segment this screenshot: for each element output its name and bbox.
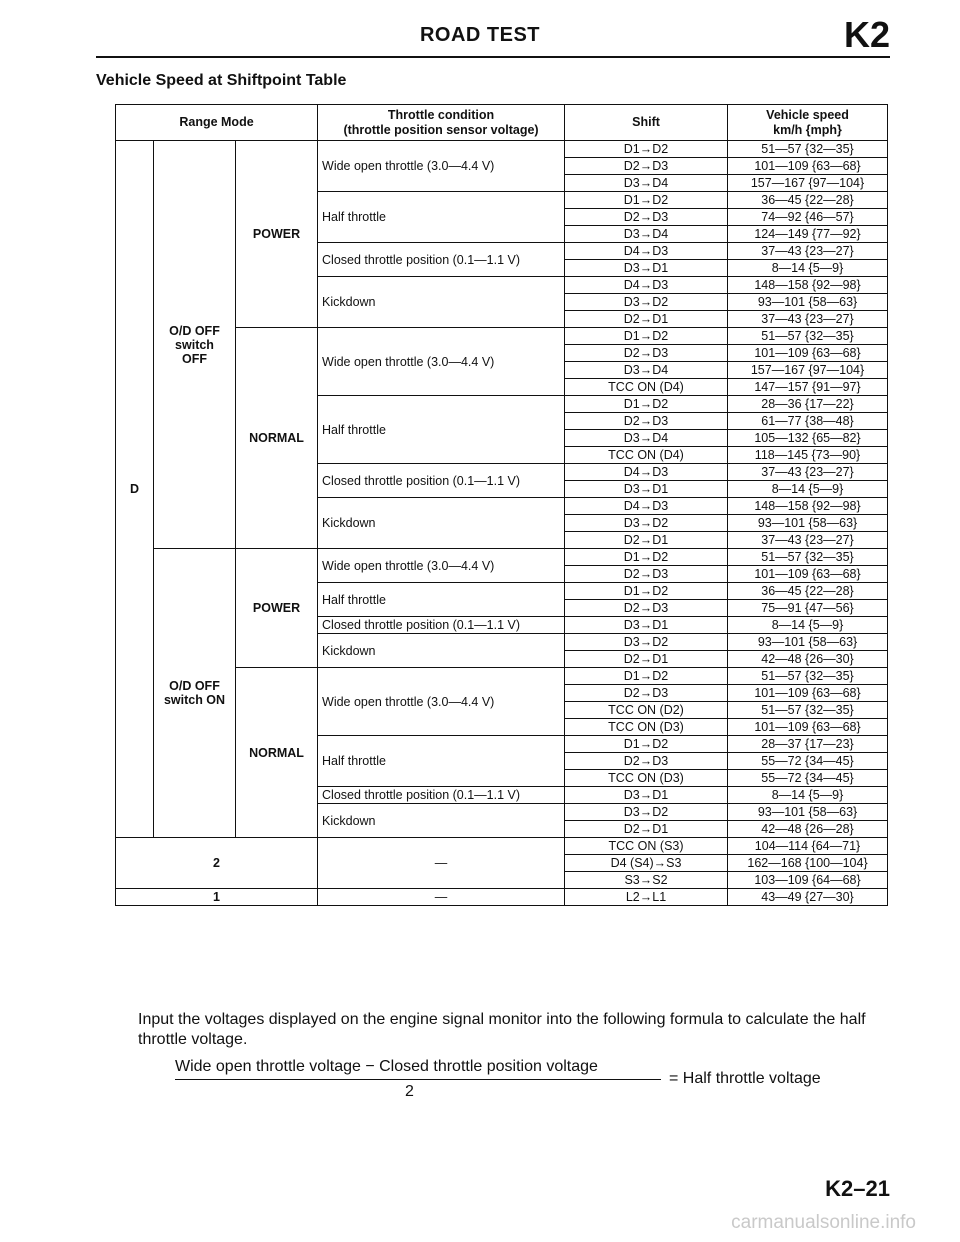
shift-cell: D1→D2 xyxy=(565,328,728,345)
speed-cell: 51—57 {32—35} xyxy=(728,141,888,158)
shift-cell: D4→D3 xyxy=(565,243,728,260)
formula-denominator: 2 xyxy=(405,1083,414,1100)
speed-cell: 51—57 {32—35} xyxy=(728,328,888,345)
speed-cell: 42—48 {26—30} xyxy=(728,651,888,668)
range-2-cell: 2 xyxy=(116,838,318,889)
section-code: K2 xyxy=(843,14,890,55)
condition-kickdown: Kickdown xyxy=(318,498,565,549)
speed-cell: 148—158 {92—98} xyxy=(728,277,888,294)
page-number: K2–21 xyxy=(825,1176,890,1201)
table-row xyxy=(116,549,888,566)
shift-cell: D2→D1 xyxy=(565,532,728,549)
condition-wide-open-throttle: Wide open throttle (3.0—4.4 V) xyxy=(318,668,565,736)
shift-cell: D4 (S4)→S3 xyxy=(565,855,728,872)
od-off-line3: OFF xyxy=(182,351,207,366)
od-off-switch-off-cell xyxy=(154,141,236,549)
speed-cell: 101—109 {63—68} xyxy=(728,158,888,175)
condition-kickdown: Kickdown xyxy=(318,804,565,838)
shift-cell: D2→D3 xyxy=(565,413,728,430)
speed-cell: 51—57 {32—35} xyxy=(728,668,888,685)
speed-cell: 118—145 {73—90} xyxy=(728,447,888,464)
shift-cell: TCC ON (S3) xyxy=(565,838,728,855)
condition-closed-throttle: Closed throttle position (0.1—1.1 V) xyxy=(318,243,565,277)
speed-cell: 55—72 {34—45} xyxy=(728,770,888,787)
shift-cell: D1→D2 xyxy=(565,141,728,158)
shift-cell: D1→D2 xyxy=(565,736,728,753)
shift-cell: D2→D1 xyxy=(565,311,728,328)
speed-cell: 93—101 {58—63} xyxy=(728,515,888,532)
shift-cell: D3→D2 xyxy=(565,634,728,651)
speed-cell: 8—14 {5—9} xyxy=(728,787,888,804)
condition-kickdown: Kickdown xyxy=(318,277,565,328)
speed-cell: 55—72 {34—45} xyxy=(728,753,888,770)
speed-cell: 61—77 {38—48} xyxy=(728,413,888,430)
shift-cell: D3→D2 xyxy=(565,804,728,821)
speed-cell: 105—132 {65—82} xyxy=(728,430,888,447)
speed-cell: 37—43 {23—27} xyxy=(728,532,888,549)
od-off-switch-on-cell xyxy=(154,549,236,838)
condition-closed-throttle: Closed throttle position (0.1—1.1 V) xyxy=(318,464,565,498)
speed-cell: 37—43 {23—27} xyxy=(728,464,888,481)
shift-cell: D3→D1 xyxy=(565,481,728,498)
header-throttle-line1: Throttle condition xyxy=(387,107,495,122)
condition-closed-throttle: Closed throttle position (0.1—1.1 V) xyxy=(318,617,565,634)
header-rule xyxy=(96,56,890,58)
speed-cell: 74—92 {46—57} xyxy=(728,209,888,226)
shift-cell: D2→D3 xyxy=(565,209,728,226)
shift-cell: D4→D3 xyxy=(565,464,728,481)
shift-cell: S3→S2 xyxy=(565,872,728,889)
shift-cell: L2→L1 xyxy=(565,889,728,906)
shift-cell: TCC ON (D4) xyxy=(565,379,728,396)
speed-cell: 8—14 {5—9} xyxy=(728,260,888,277)
header-shift: Shift xyxy=(565,105,728,141)
speed-cell: 93—101 {58—63} xyxy=(728,804,888,821)
watermark: carmanualsonline.info xyxy=(731,1212,916,1233)
speed-cell: 124—149 {77—92} xyxy=(728,226,888,243)
shift-cell: D1→D2 xyxy=(565,396,728,413)
condition-kickdown: Kickdown xyxy=(318,634,565,668)
fraction-bar xyxy=(175,1079,661,1080)
condition-none: — xyxy=(318,838,565,889)
header-range-mode: Range Mode xyxy=(116,105,318,141)
speed-cell: 101—109 {63—68} xyxy=(728,685,888,702)
mode-normal-cell: NORMAL xyxy=(236,328,318,549)
od-off-line2: switch xyxy=(175,337,214,352)
speed-cell: 101—109 {63—68} xyxy=(728,719,888,736)
shift-cell: D2→D1 xyxy=(565,651,728,668)
condition-wide-open-throttle: Wide open throttle (3.0—4.4 V) xyxy=(318,328,565,396)
table-row xyxy=(116,838,888,855)
range-1-cell: 1 xyxy=(116,889,318,906)
speed-cell: 162—168 {100—104} xyxy=(728,855,888,872)
page-title: ROAD TEST xyxy=(419,24,541,46)
shift-cell: D3→D4 xyxy=(565,430,728,447)
speed-cell: 51—57 {32—35} xyxy=(728,549,888,566)
speed-cell: 101—109 {63—68} xyxy=(728,345,888,362)
condition-half-throttle: Half throttle xyxy=(318,583,565,617)
speed-cell: 8—14 {5—9} xyxy=(728,617,888,634)
speed-cell: 37—43 {23—27} xyxy=(728,243,888,260)
shift-cell: D2→D1 xyxy=(565,821,728,838)
shift-cell: D3→D4 xyxy=(565,362,728,379)
shift-cell: D3→D1 xyxy=(565,260,728,277)
mode-power-cell: POWER xyxy=(236,549,318,668)
shift-cell: TCC ON (D4) xyxy=(565,447,728,464)
shift-cell: D1→D2 xyxy=(565,668,728,685)
shift-cell: D2→D3 xyxy=(565,566,728,583)
shift-cell: D1→D2 xyxy=(565,583,728,600)
header-throttle-line2: (throttle position sensor voltage) xyxy=(343,122,539,137)
speed-cell: 37—43 {23—27} xyxy=(728,311,888,328)
shift-cell: D3→D2 xyxy=(565,515,728,532)
speed-cell: 42—48 {26—28} xyxy=(728,821,888,838)
condition-wide-open-throttle: Wide open throttle (3.0—4.4 V) xyxy=(318,141,565,192)
table-header-row xyxy=(116,105,888,141)
speed-cell: 103—109 {64—68} xyxy=(728,872,888,889)
formula-numerator: Wide open throttle voltage − Closed throttle position voltage xyxy=(175,1058,598,1075)
table-title: Vehicle Speed at Shiftpoint Table xyxy=(96,72,347,89)
speed-cell: 101—109 {63—68} xyxy=(728,566,888,583)
speed-cell: 147—157 {91—97} xyxy=(728,379,888,396)
shift-cell: D3→D4 xyxy=(565,175,728,192)
shift-cell: D2→D3 xyxy=(565,345,728,362)
shift-cell: D2→D3 xyxy=(565,600,728,617)
speed-cell: 93—101 {58—63} xyxy=(728,634,888,651)
shift-cell: D3→D1 xyxy=(565,787,728,804)
header-vehicle-speed xyxy=(728,105,888,141)
condition-wide-open-throttle: Wide open throttle (3.0—4.4 V) xyxy=(318,549,565,583)
mode-normal-cell: NORMAL xyxy=(236,668,318,838)
condition-half-throttle: Half throttle xyxy=(318,736,565,787)
shift-cell: TCC ON (D2) xyxy=(565,702,728,719)
speed-cell: 36—45 {22—28} xyxy=(728,583,888,600)
condition-none: — xyxy=(318,889,565,906)
shift-cell: D2→D3 xyxy=(565,753,728,770)
speed-cell: 157—167 {97—104} xyxy=(728,175,888,192)
speed-cell: 51—57 {32—35} xyxy=(728,702,888,719)
speed-cell: 75—91 {47—56} xyxy=(728,600,888,617)
shift-cell: D4→D3 xyxy=(565,277,728,294)
header-speed-line1: Vehicle speed xyxy=(766,107,849,122)
condition-half-throttle: Half throttle xyxy=(318,396,565,464)
formula-result: = Half throttle voltage xyxy=(669,1070,821,1087)
shift-cell: D1→D2 xyxy=(565,549,728,566)
shiftpoint-table xyxy=(115,104,888,906)
shift-cell: TCC ON (D3) xyxy=(565,719,728,736)
shift-cell: D2→D3 xyxy=(565,685,728,702)
speed-cell: 43—49 {27—30} xyxy=(728,889,888,906)
shift-cell: D3→D1 xyxy=(565,617,728,634)
od-on-line2: switch ON xyxy=(163,693,226,707)
speed-cell: 104—114 {64—71} xyxy=(728,838,888,855)
shift-cell: D1→D2 xyxy=(565,192,728,209)
od-on-line1: O/D OFF xyxy=(169,679,220,693)
table-row xyxy=(116,141,888,158)
od-off-line1: O/D OFF xyxy=(169,323,220,338)
speed-cell: 93—101 {58—63} xyxy=(728,294,888,311)
speed-cell: 157—167 {97—104} xyxy=(728,362,888,379)
instruction-note: Input the voltages displayed on the engine signal monitor into the following formula to calculate the half throttle voltage. xyxy=(138,1011,866,1048)
table-row xyxy=(116,889,888,906)
speed-cell: 28—37 {17—23} xyxy=(728,736,888,753)
header-throttle-condition xyxy=(318,105,565,141)
shift-cell: D3→D2 xyxy=(565,294,728,311)
speed-cell: 28—36 {17—22} xyxy=(728,396,888,413)
shift-cell: TCC ON (D3) xyxy=(565,770,728,787)
range-d-cell: D xyxy=(116,141,154,838)
speed-cell: 148—158 {92—98} xyxy=(728,498,888,515)
mode-power-cell: POWER xyxy=(236,141,318,328)
shift-cell: D4→D3 xyxy=(565,498,728,515)
shift-cell: D2→D3 xyxy=(565,158,728,175)
shift-cell: D3→D4 xyxy=(565,226,728,243)
speed-cell: 8—14 {5—9} xyxy=(728,481,888,498)
header-speed-line2: km/h {mph} xyxy=(773,122,842,137)
condition-closed-throttle: Closed throttle position (0.1—1.1 V) xyxy=(318,787,565,804)
speed-cell: 36—45 {22—28} xyxy=(728,192,888,209)
condition-half-throttle: Half throttle xyxy=(318,192,565,243)
